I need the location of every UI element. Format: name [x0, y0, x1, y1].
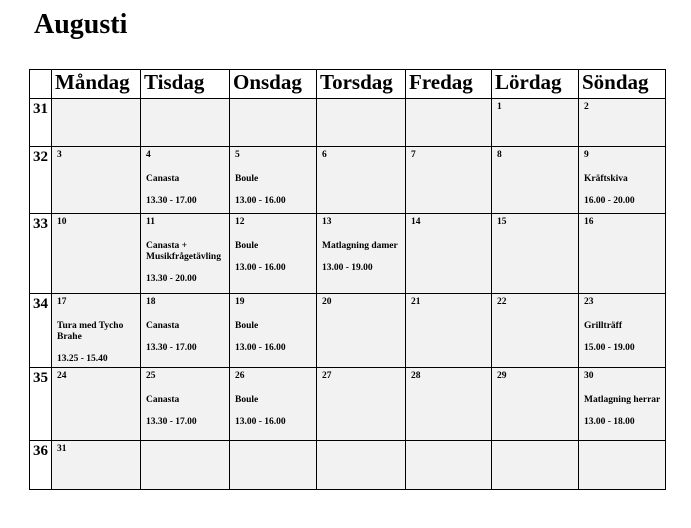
event-name: Canasta — [146, 174, 180, 184]
date-number: 25 — [146, 371, 156, 381]
week-number: 35 — [30, 368, 52, 441]
date-number — [497, 444, 576, 468]
date-number: 17 — [57, 297, 67, 307]
calendar-table — [29, 69, 666, 490]
day-cell — [492, 214, 579, 294]
event-time: 13.00 - 16.00 — [235, 343, 286, 353]
day-cell — [406, 294, 492, 368]
date-number: 26 — [235, 371, 245, 381]
day-cell — [406, 147, 492, 214]
week-number: 36 — [30, 441, 52, 490]
day-cell — [141, 441, 230, 490]
day-cell — [492, 294, 579, 368]
event-name: Tura med Tycho Brahe — [57, 321, 124, 342]
date-number: 18 — [146, 297, 156, 307]
event-name: Matlagning damer — [322, 241, 398, 251]
date-number — [146, 444, 227, 468]
day-header: Onsdag — [230, 70, 317, 99]
day-cell — [230, 368, 317, 441]
corner-cell — [30, 70, 52, 99]
day-header: Tisdag — [141, 70, 230, 99]
event-time: 13.00 - 16.00 — [235, 196, 286, 206]
day-cell — [230, 441, 317, 490]
day-cell — [579, 99, 666, 147]
day-cell — [317, 294, 406, 368]
day-cell — [579, 147, 666, 214]
date-number: 20 — [322, 297, 332, 307]
day-cell — [230, 99, 317, 147]
date-number: 6 — [322, 150, 327, 160]
day-cell — [52, 294, 141, 368]
event-name: Boule — [235, 395, 259, 405]
event-time: 13.00 - 16.00 — [235, 417, 286, 427]
week-row — [30, 441, 666, 490]
event-name: Matlagning herrar — [584, 395, 661, 405]
event-time: 13.30 - 17.00 — [146, 417, 197, 427]
day-cell — [406, 441, 492, 490]
event-time: 13.00 - 18.00 — [584, 417, 635, 427]
date-number: 12 — [235, 217, 245, 227]
day-cell — [52, 368, 141, 441]
day-cell — [230, 147, 317, 214]
date-number: 19 — [235, 297, 245, 307]
date-number — [235, 102, 314, 126]
day-header: Fredag — [406, 70, 492, 99]
day-header: Lördag — [492, 70, 579, 99]
day-cell — [52, 99, 141, 147]
week-number: 34 — [30, 294, 52, 368]
date-number: 8 — [497, 150, 502, 160]
day-cell — [141, 368, 230, 441]
event-name: Boule — [235, 174, 259, 184]
date-number — [584, 444, 663, 468]
event-name: Canasta + Musikfrågetävling — [146, 241, 221, 262]
week-number: 32 — [30, 147, 52, 214]
week-row — [30, 294, 666, 368]
event-name: Kräftskiva — [584, 174, 628, 184]
date-number: 15 — [497, 217, 507, 227]
day-cell — [579, 368, 666, 441]
date-number: 30 — [584, 371, 594, 381]
week-row — [30, 368, 666, 441]
date-number: 24 — [57, 371, 67, 381]
day-cell — [317, 99, 406, 147]
day-cell — [492, 441, 579, 490]
header-row — [30, 70, 666, 99]
date-number — [411, 102, 489, 126]
date-number: 1 — [497, 102, 502, 112]
date-number: 3 — [57, 150, 62, 160]
day-cell — [492, 99, 579, 147]
date-number: 14 — [411, 217, 421, 227]
day-cell — [492, 368, 579, 441]
date-number: 21 — [411, 297, 421, 307]
event-name: Canasta — [146, 395, 180, 405]
day-header: Torsdag — [317, 70, 406, 99]
event-time: 13.00 - 16.00 — [235, 263, 286, 273]
date-number: 5 — [235, 150, 240, 160]
event-name: Boule — [235, 241, 259, 251]
day-cell — [579, 214, 666, 294]
date-number — [322, 102, 403, 126]
page-title: Augusti — [34, 9, 128, 40]
date-number — [57, 102, 138, 126]
day-cell — [141, 147, 230, 214]
event-time: 13.30 - 20.00 — [146, 274, 197, 284]
day-cell — [141, 214, 230, 294]
date-number: 2 — [584, 102, 589, 112]
date-number: 10 — [57, 217, 67, 227]
event-time: 13.25 - 15.40 — [57, 354, 108, 364]
event-time: 16.00 - 20.00 — [584, 196, 635, 206]
day-cell — [52, 214, 141, 294]
date-number — [411, 444, 489, 468]
date-number: 11 — [146, 217, 155, 227]
day-cell — [579, 441, 666, 490]
event-name: Canasta — [146, 321, 180, 331]
date-number: 27 — [322, 371, 332, 381]
day-cell — [317, 214, 406, 294]
day-cell — [230, 214, 317, 294]
date-number: 7 — [411, 150, 416, 160]
day-cell — [52, 147, 141, 214]
day-cell — [230, 294, 317, 368]
day-cell — [579, 294, 666, 368]
day-cell — [317, 368, 406, 441]
day-cell — [406, 214, 492, 294]
date-number: 16 — [584, 217, 594, 227]
day-cell — [317, 147, 406, 214]
event-name: Grillträff — [584, 321, 622, 331]
event-time: 13.00 - 19.00 — [322, 263, 373, 273]
date-number: 13 — [322, 217, 332, 227]
day-cell — [141, 294, 230, 368]
week-number: 33 — [30, 214, 52, 294]
date-number: 22 — [497, 297, 507, 307]
day-header: Söndag — [579, 70, 666, 99]
day-cell — [317, 441, 406, 490]
week-row — [30, 214, 666, 294]
date-number — [235, 444, 314, 468]
event-time: 13.30 - 17.00 — [146, 343, 197, 353]
date-number — [146, 102, 227, 126]
day-cell — [52, 441, 141, 490]
date-number — [322, 444, 403, 468]
day-cell — [141, 99, 230, 147]
day-cell — [492, 147, 579, 214]
event-name: Boule — [235, 321, 259, 331]
date-number: 9 — [584, 150, 589, 160]
date-number: 31 — [57, 444, 67, 454]
event-time: 13.30 - 17.00 — [146, 196, 197, 206]
week-row — [30, 147, 666, 214]
week-row — [30, 99, 666, 147]
date-number: 28 — [411, 371, 421, 381]
day-cell — [406, 368, 492, 441]
event-time: 15.00 - 19.00 — [584, 343, 635, 353]
day-header: Måndag — [52, 70, 141, 99]
date-number: 23 — [584, 297, 594, 307]
week-number: 31 — [30, 99, 52, 147]
date-number: 4 — [146, 150, 151, 160]
date-number: 29 — [497, 371, 507, 381]
day-cell — [406, 99, 492, 147]
